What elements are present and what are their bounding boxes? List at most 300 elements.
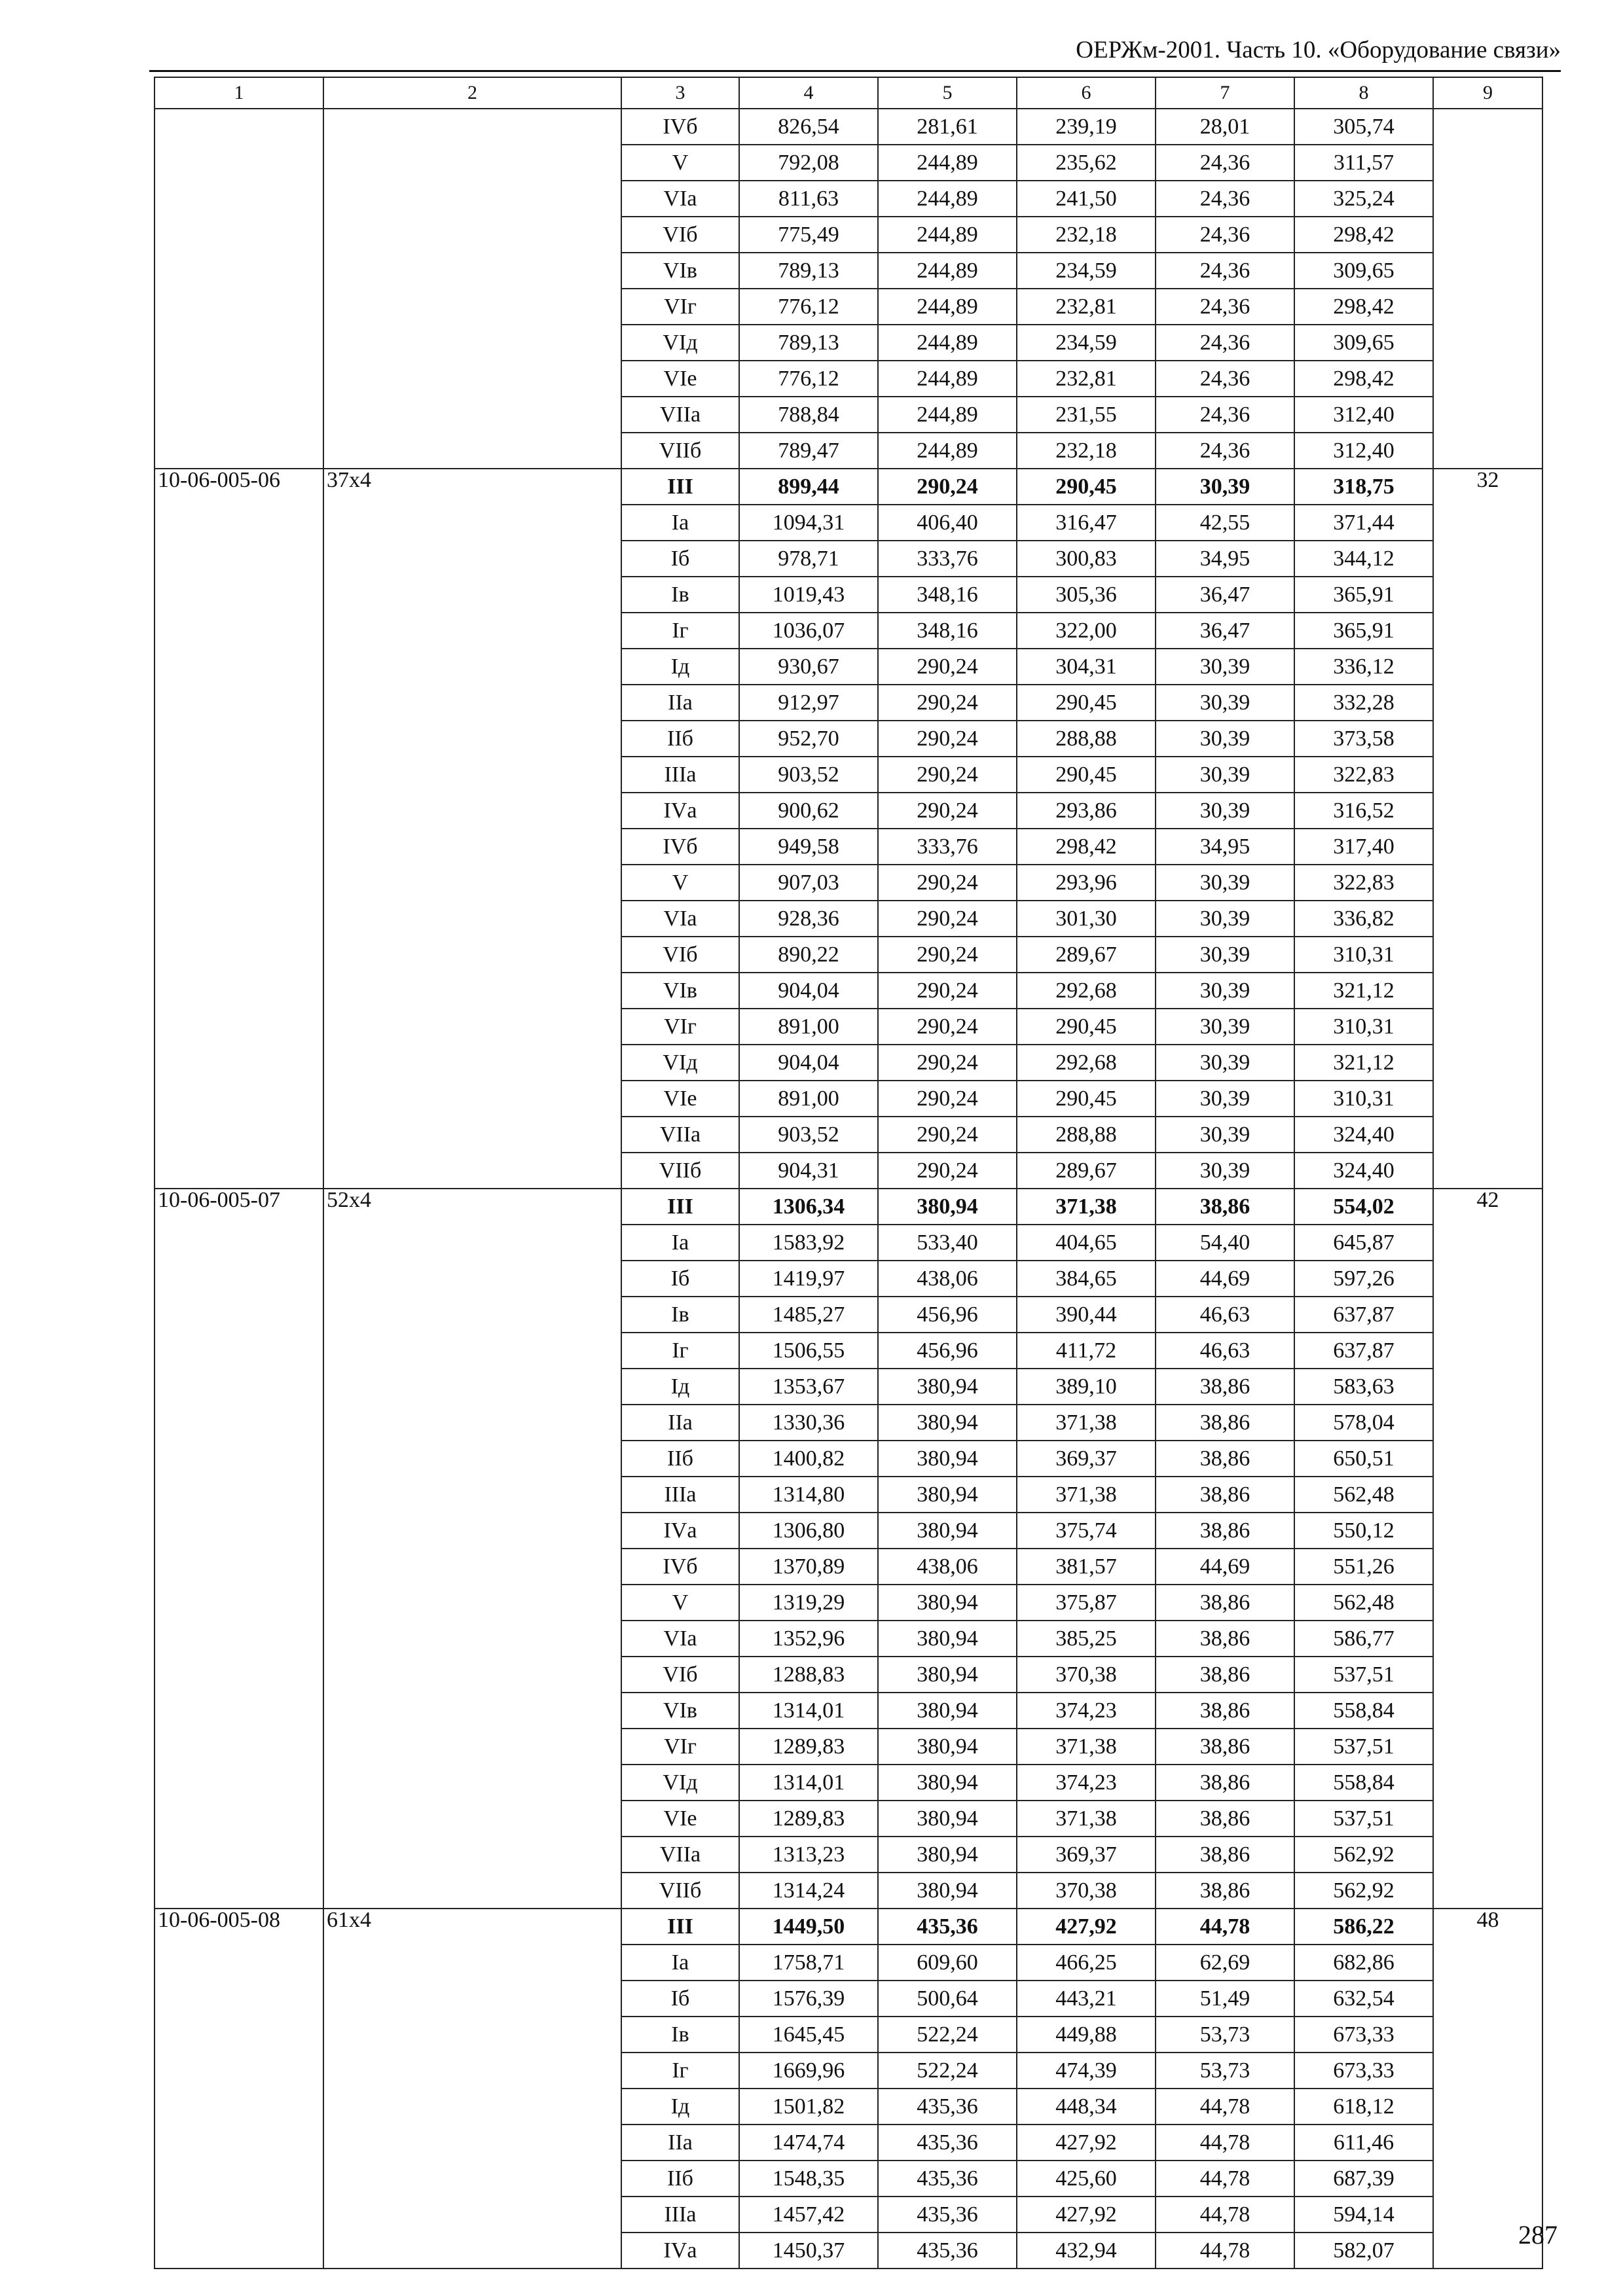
value-cell: 290,45 [1017, 757, 1156, 793]
value-cell: 380,94 [878, 1189, 1017, 1225]
class-cell: IIб [621, 2161, 739, 2197]
class-cell: Iд [621, 1369, 739, 1405]
class-cell: VIв [621, 973, 739, 1009]
value-cell: 673,33 [1294, 2017, 1433, 2053]
cable-size-cell: 52х4 [323, 1189, 621, 1909]
value-cell: 53,73 [1156, 2017, 1294, 2053]
value-cell: 336,82 [1294, 901, 1433, 937]
value-cell: 533,40 [878, 1225, 1017, 1261]
class-cell: VIд [621, 325, 739, 361]
value-cell: 673,33 [1294, 2053, 1433, 2089]
value-cell: 438,06 [878, 1261, 1017, 1297]
value-cell: 949,58 [739, 829, 878, 865]
value-cell: 298,42 [1017, 829, 1156, 865]
value-cell: 292,68 [1017, 973, 1156, 1009]
class-cell: VIIа [621, 397, 739, 433]
value-cell: 1583,92 [739, 1225, 878, 1261]
value-cell: 24,36 [1156, 181, 1294, 217]
value-cell: 370,38 [1017, 1657, 1156, 1693]
value-cell: 650,51 [1294, 1441, 1433, 1477]
value-cell: 537,51 [1294, 1729, 1433, 1765]
value-cell: 618,12 [1294, 2089, 1433, 2125]
value-cell: 44,78 [1156, 1909, 1294, 1945]
value-cell: 44,69 [1156, 1261, 1294, 1297]
value-cell: 381,57 [1017, 1549, 1156, 1585]
value-cell: 24,36 [1156, 253, 1294, 289]
class-cell: IIIа [621, 757, 739, 793]
value-cell: 30,39 [1156, 757, 1294, 793]
value-cell: 317,40 [1294, 829, 1433, 865]
value-cell: 24,36 [1156, 361, 1294, 397]
column-nine-cell [1433, 109, 1542, 469]
class-cell: IVб [621, 829, 739, 865]
value-cell: 24,36 [1156, 217, 1294, 253]
value-cell: 537,51 [1294, 1801, 1433, 1837]
value-cell: 244,89 [878, 361, 1017, 397]
value-cell: 904,04 [739, 973, 878, 1009]
value-cell: 312,40 [1294, 397, 1433, 433]
value-cell: 232,18 [1017, 217, 1156, 253]
value-cell: 30,39 [1156, 685, 1294, 721]
value-cell: 289,67 [1017, 1153, 1156, 1189]
value-cell: 466,25 [1017, 1945, 1156, 1981]
value-cell: 244,89 [878, 145, 1017, 181]
value-cell: 369,37 [1017, 1837, 1156, 1873]
value-cell: 682,86 [1294, 1945, 1433, 1981]
value-cell: 44,78 [1156, 2089, 1294, 2125]
value-cell: 38,86 [1156, 1189, 1294, 1225]
value-cell: 244,89 [878, 253, 1017, 289]
value-cell: 44,78 [1156, 2197, 1294, 2233]
value-cell: 290,24 [878, 757, 1017, 793]
header-rule [149, 70, 1561, 72]
class-cell: Iв [621, 1297, 739, 1333]
value-cell: 435,36 [878, 2233, 1017, 2269]
value-cell: 30,39 [1156, 901, 1294, 937]
value-cell: 281,61 [878, 109, 1017, 145]
item-code-cell: 10-06-005-08 [155, 1909, 323, 2269]
value-cell: 1314,01 [739, 1765, 878, 1801]
value-cell: 903,52 [739, 1117, 878, 1153]
value-cell: 1094,31 [739, 505, 878, 541]
value-cell: 775,49 [739, 217, 878, 253]
value-cell: 1370,89 [739, 1549, 878, 1585]
value-cell: 1400,82 [739, 1441, 878, 1477]
value-cell: 904,04 [739, 1045, 878, 1081]
value-cell: 427,92 [1017, 2197, 1156, 2233]
value-cell: 371,38 [1017, 1189, 1156, 1225]
value-cell: 1457,42 [739, 2197, 878, 2233]
value-cell: 232,81 [1017, 289, 1156, 325]
value-cell: 322,83 [1294, 865, 1433, 901]
value-cell: 38,86 [1156, 1801, 1294, 1837]
value-cell: 44,69 [1156, 1549, 1294, 1585]
value-cell: 38,86 [1156, 1729, 1294, 1765]
value-cell: 374,23 [1017, 1765, 1156, 1801]
class-cell: Iв [621, 2017, 739, 2053]
value-cell: 374,23 [1017, 1693, 1156, 1729]
class-cell: VIIб [621, 1153, 739, 1189]
page-number: 287 [1518, 2220, 1558, 2250]
value-cell: 390,44 [1017, 1297, 1156, 1333]
value-cell: 312,40 [1294, 433, 1433, 469]
value-cell: 427,92 [1017, 1909, 1156, 1945]
value-cell: 449,88 [1017, 2017, 1156, 2053]
value-cell: 290,45 [1017, 469, 1156, 505]
value-cell: 44,78 [1156, 2233, 1294, 2269]
column-header: 1 [155, 77, 323, 109]
class-cell: Iа [621, 505, 739, 541]
value-cell: 578,04 [1294, 1405, 1433, 1441]
value-cell: 586,77 [1294, 1621, 1433, 1657]
value-cell: 369,37 [1017, 1441, 1156, 1477]
value-cell: 38,86 [1156, 1837, 1294, 1873]
value-cell: 304,31 [1017, 649, 1156, 685]
value-cell: 1645,45 [739, 2017, 878, 2053]
value-cell: 380,94 [878, 1765, 1017, 1801]
value-cell: 365,91 [1294, 613, 1433, 649]
value-cell: 290,24 [878, 1081, 1017, 1117]
value-cell: 1419,97 [739, 1261, 878, 1297]
class-cell: VIг [621, 1009, 739, 1045]
value-cell: 500,64 [878, 1981, 1017, 2017]
class-cell: VIв [621, 1693, 739, 1729]
value-cell: 411,72 [1017, 1333, 1156, 1369]
value-cell: 435,36 [878, 1909, 1017, 1945]
value-cell: 371,38 [1017, 1477, 1156, 1513]
value-cell: 890,22 [739, 937, 878, 973]
value-cell: 611,46 [1294, 2125, 1433, 2161]
value-cell: 586,22 [1294, 1909, 1433, 1945]
value-cell: 30,39 [1156, 1081, 1294, 1117]
value-cell: 537,51 [1294, 1657, 1433, 1693]
value-cell: 310,31 [1294, 937, 1433, 973]
value-cell: 371,38 [1017, 1801, 1156, 1837]
class-cell: VIIб [621, 1873, 739, 1909]
value-cell: 231,55 [1017, 397, 1156, 433]
value-cell: 244,89 [878, 397, 1017, 433]
value-cell: 30,39 [1156, 937, 1294, 973]
value-cell: 309,65 [1294, 253, 1433, 289]
class-cell: III [621, 469, 739, 505]
value-cell: 371,44 [1294, 505, 1433, 541]
class-cell: Iб [621, 1981, 739, 2017]
class-cell: VIIб [621, 433, 739, 469]
value-cell: 30,39 [1156, 1045, 1294, 1081]
value-cell: 290,24 [878, 973, 1017, 1009]
value-cell: 348,16 [878, 577, 1017, 613]
value-cell: 30,39 [1156, 1009, 1294, 1045]
column-header: 8 [1294, 77, 1433, 109]
value-cell: 380,94 [878, 1513, 1017, 1549]
value-cell: 1289,83 [739, 1801, 878, 1837]
value-cell: 645,87 [1294, 1225, 1433, 1261]
value-cell: 290,45 [1017, 685, 1156, 721]
class-cell: IVб [621, 109, 739, 145]
class-cell: Iг [621, 2053, 739, 2089]
value-cell: 776,12 [739, 361, 878, 397]
class-cell: VIв [621, 253, 739, 289]
item-code-cell: 10-06-005-06 [155, 469, 323, 1189]
column-header: 9 [1433, 77, 1542, 109]
value-cell: 891,00 [739, 1009, 878, 1045]
class-cell: VIа [621, 1621, 739, 1657]
class-cell: V [621, 1585, 739, 1621]
value-cell: 1314,24 [739, 1873, 878, 1909]
value-cell: 375,87 [1017, 1585, 1156, 1621]
value-cell: 1306,80 [739, 1513, 878, 1549]
value-cell: 234,59 [1017, 325, 1156, 361]
value-cell: 300,83 [1017, 541, 1156, 577]
value-cell: 1288,83 [739, 1657, 878, 1693]
class-cell: IIб [621, 721, 739, 757]
value-cell: 288,88 [1017, 1117, 1156, 1153]
class-cell: Iд [621, 649, 739, 685]
value-cell: 1353,67 [739, 1369, 878, 1405]
value-cell: 632,54 [1294, 1981, 1433, 2017]
value-cell: 24,36 [1156, 145, 1294, 181]
value-cell: 301,30 [1017, 901, 1156, 937]
value-cell: 448,34 [1017, 2089, 1156, 2125]
value-cell: 290,24 [878, 685, 1017, 721]
value-cell: 562,48 [1294, 1585, 1433, 1621]
value-cell: 371,38 [1017, 1405, 1156, 1441]
class-cell: IVа [621, 2233, 739, 2269]
value-cell: 474,39 [1017, 2053, 1156, 2089]
value-cell: 321,12 [1294, 973, 1433, 1009]
value-cell: 348,16 [878, 613, 1017, 649]
value-cell: 318,75 [1294, 469, 1433, 505]
value-cell: 44,78 [1156, 2161, 1294, 2197]
value-cell: 290,24 [878, 937, 1017, 973]
value-cell: 384,65 [1017, 1261, 1156, 1297]
value-cell: 687,39 [1294, 2161, 1433, 2197]
value-cell: 425,60 [1017, 2161, 1156, 2197]
value-cell: 290,24 [878, 721, 1017, 757]
item-code-cell [155, 109, 323, 469]
table-row [155, 1909, 1542, 1945]
value-cell: 290,24 [878, 793, 1017, 829]
class-cell: V [621, 865, 739, 901]
value-cell: 30,39 [1156, 649, 1294, 685]
value-cell: 290,24 [878, 469, 1017, 505]
value-cell: 51,49 [1156, 1981, 1294, 2017]
value-cell: 776,12 [739, 289, 878, 325]
value-cell: 30,39 [1156, 793, 1294, 829]
class-cell: VIб [621, 1657, 739, 1693]
value-cell: 380,94 [878, 1657, 1017, 1693]
value-cell: 42,55 [1156, 505, 1294, 541]
table-row [155, 109, 1542, 145]
value-cell: 1313,23 [739, 1837, 878, 1873]
value-cell: 1449,50 [739, 1909, 878, 1945]
value-cell: 380,94 [878, 1621, 1017, 1657]
class-cell: Iа [621, 1945, 739, 1981]
value-cell: 24,36 [1156, 325, 1294, 361]
value-cell: 1314,80 [739, 1477, 878, 1513]
class-cell: IIа [621, 1405, 739, 1441]
class-cell: VIIа [621, 1837, 739, 1873]
class-cell: VIб [621, 217, 739, 253]
value-cell: 1352,96 [739, 1621, 878, 1657]
value-cell: 322,83 [1294, 757, 1433, 793]
column-header: 6 [1017, 77, 1156, 109]
value-cell: 789,47 [739, 433, 878, 469]
column-header: 5 [878, 77, 1017, 109]
value-cell: 288,88 [1017, 721, 1156, 757]
value-cell: 456,96 [878, 1333, 1017, 1369]
value-cell: 290,24 [878, 1153, 1017, 1189]
class-cell: III [621, 1909, 739, 1945]
value-cell: 1450,37 [739, 2233, 878, 2269]
value-cell: 978,71 [739, 541, 878, 577]
value-cell: 290,45 [1017, 1081, 1156, 1117]
value-cell: 1306,34 [739, 1189, 878, 1225]
value-cell: 789,13 [739, 325, 878, 361]
cable-size-cell [323, 109, 621, 469]
value-cell: 788,84 [739, 397, 878, 433]
value-cell: 637,87 [1294, 1333, 1433, 1369]
value-cell: 562,92 [1294, 1873, 1433, 1909]
value-cell: 54,40 [1156, 1225, 1294, 1261]
class-cell: V [621, 145, 739, 181]
value-cell: 558,84 [1294, 1693, 1433, 1729]
value-cell: 558,84 [1294, 1765, 1433, 1801]
value-cell: 380,94 [878, 1729, 1017, 1765]
value-cell: 952,70 [739, 721, 878, 757]
class-cell: VIе [621, 361, 739, 397]
value-cell: 290,24 [878, 1009, 1017, 1045]
value-cell: 24,36 [1156, 289, 1294, 325]
value-cell: 290,24 [878, 865, 1017, 901]
class-cell: Iв [621, 577, 739, 613]
value-cell: 928,36 [739, 901, 878, 937]
value-cell: 380,94 [878, 1585, 1017, 1621]
value-cell: 38,86 [1156, 1585, 1294, 1621]
class-cell: Iа [621, 1225, 739, 1261]
value-cell: 36,47 [1156, 577, 1294, 613]
value-cell: 332,28 [1294, 685, 1433, 721]
table-row [155, 1189, 1542, 1225]
value-cell: 30,39 [1156, 1117, 1294, 1153]
class-cell: VIа [621, 181, 739, 217]
value-cell: 389,10 [1017, 1369, 1156, 1405]
value-cell: 385,25 [1017, 1621, 1156, 1657]
value-cell: 406,40 [878, 505, 1017, 541]
value-cell: 289,67 [1017, 937, 1156, 973]
value-cell: 1506,55 [739, 1333, 878, 1369]
value-cell: 427,92 [1017, 2125, 1156, 2161]
value-cell: 438,06 [878, 1549, 1017, 1585]
value-cell: 373,58 [1294, 721, 1433, 757]
table-row [155, 469, 1542, 505]
value-cell: 637,87 [1294, 1297, 1433, 1333]
value-cell: 38,86 [1156, 1513, 1294, 1549]
value-cell: 290,24 [878, 901, 1017, 937]
value-cell: 324,40 [1294, 1117, 1433, 1153]
value-cell: 316,52 [1294, 793, 1433, 829]
value-cell: 435,36 [878, 2089, 1017, 2125]
value-cell: 609,60 [878, 1945, 1017, 1981]
value-cell: 298,42 [1294, 361, 1433, 397]
value-cell: 789,13 [739, 253, 878, 289]
value-cell: 1319,29 [739, 1585, 878, 1621]
value-cell: 1576,39 [739, 1981, 878, 2017]
value-cell: 28,01 [1156, 109, 1294, 145]
value-cell: 293,96 [1017, 865, 1156, 901]
class-cell: Iг [621, 1333, 739, 1369]
value-cell: 582,07 [1294, 2233, 1433, 2269]
class-cell: IIIа [621, 1477, 739, 1513]
column-nine-cell: 32 [1433, 469, 1542, 1189]
value-cell: 930,67 [739, 649, 878, 685]
value-cell: 1669,96 [739, 2053, 878, 2089]
value-cell: 811,63 [739, 181, 878, 217]
class-cell: IVа [621, 793, 739, 829]
class-cell: VIг [621, 1729, 739, 1765]
value-cell: 325,24 [1294, 181, 1433, 217]
column-nine-cell: 48 [1433, 1909, 1542, 2269]
value-cell: 380,94 [878, 1369, 1017, 1405]
value-cell: 375,74 [1017, 1513, 1156, 1549]
value-cell: 24,36 [1156, 397, 1294, 433]
value-cell: 336,12 [1294, 649, 1433, 685]
value-cell: 244,89 [878, 217, 1017, 253]
value-cell: 380,94 [878, 1837, 1017, 1873]
value-cell: 1501,82 [739, 2089, 878, 2125]
value-cell: 594,14 [1294, 2197, 1433, 2233]
column-number-row [155, 77, 1542, 109]
value-cell: 1314,01 [739, 1693, 878, 1729]
value-cell: 310,31 [1294, 1009, 1433, 1045]
value-cell: 380,94 [878, 1873, 1017, 1909]
value-cell: 38,86 [1156, 1873, 1294, 1909]
value-cell: 232,81 [1017, 361, 1156, 397]
value-cell: 522,24 [878, 2053, 1017, 2089]
value-cell: 232,18 [1017, 433, 1156, 469]
value-cell: 562,92 [1294, 1837, 1433, 1873]
value-cell: 370,38 [1017, 1873, 1156, 1909]
column-header: 2 [323, 77, 621, 109]
value-cell: 380,94 [878, 1801, 1017, 1837]
value-cell: 1036,07 [739, 613, 878, 649]
value-cell: 290,45 [1017, 1009, 1156, 1045]
class-cell: Iб [621, 1261, 739, 1297]
value-cell: 900,62 [739, 793, 878, 829]
column-header: 4 [739, 77, 878, 109]
class-cell: VIд [621, 1045, 739, 1081]
value-cell: 344,12 [1294, 541, 1433, 577]
value-cell: 380,94 [878, 1693, 1017, 1729]
value-cell: 551,26 [1294, 1549, 1433, 1585]
value-cell: 34,95 [1156, 541, 1294, 577]
value-cell: 38,86 [1156, 1693, 1294, 1729]
class-cell: III [621, 1189, 739, 1225]
value-cell: 234,59 [1017, 253, 1156, 289]
class-cell: IIа [621, 685, 739, 721]
value-cell: 38,86 [1156, 1369, 1294, 1405]
value-cell: 380,94 [878, 1405, 1017, 1441]
value-cell: 365,91 [1294, 577, 1433, 613]
value-cell: 290,24 [878, 649, 1017, 685]
value-cell: 305,36 [1017, 577, 1156, 613]
value-cell: 1758,71 [739, 1945, 878, 1981]
value-cell: 244,89 [878, 289, 1017, 325]
value-cell: 583,63 [1294, 1369, 1433, 1405]
value-cell: 1019,43 [739, 577, 878, 613]
value-cell: 550,12 [1294, 1513, 1433, 1549]
value-cell: 1548,35 [739, 2161, 878, 2197]
